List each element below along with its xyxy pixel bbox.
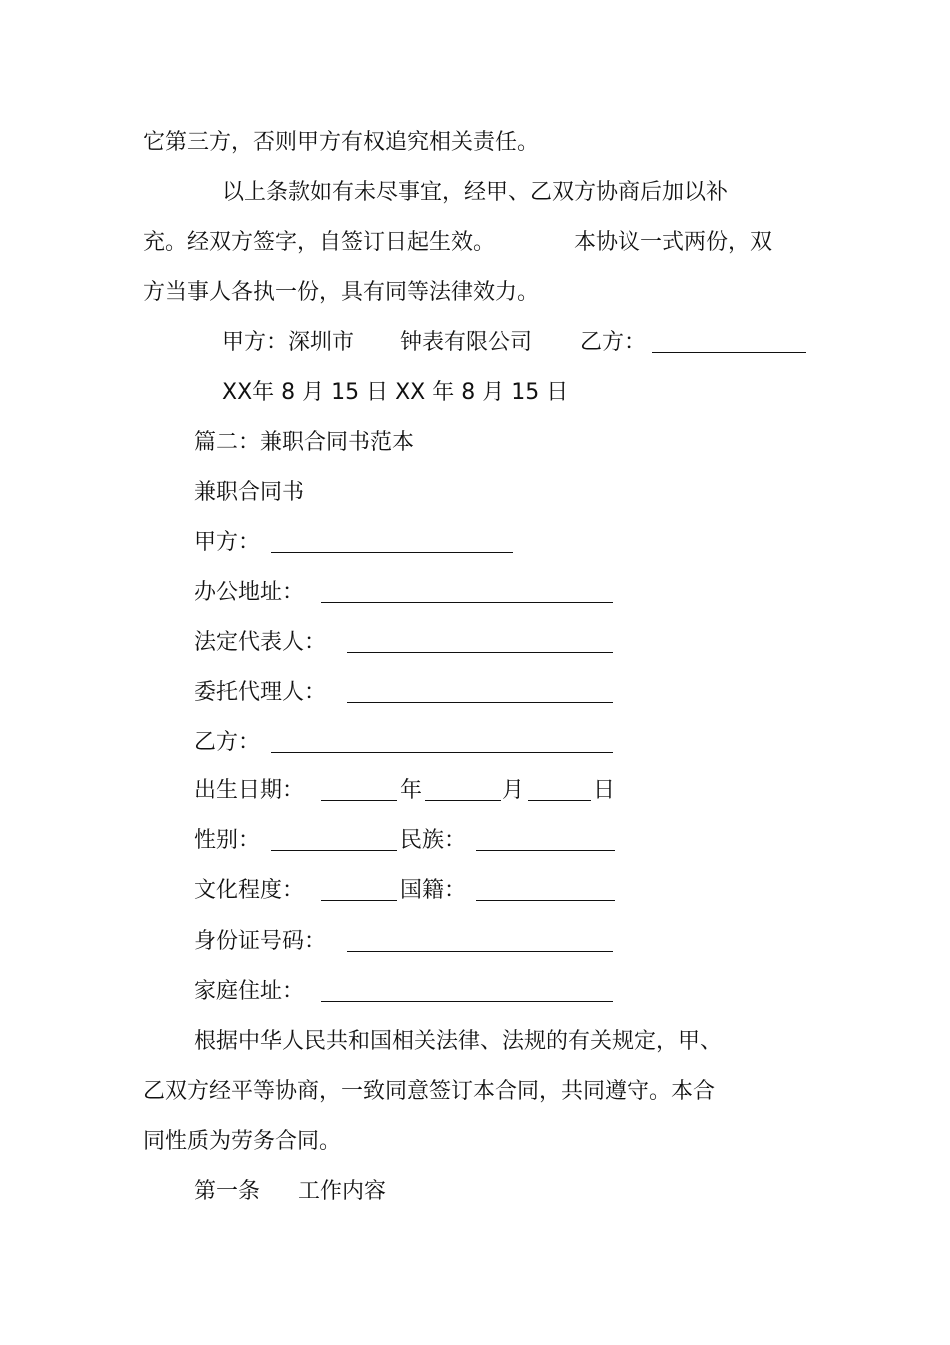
paragraph-line: 以上条款如有未尽事宜，经甲、乙双方协商后加以补 — [222, 180, 729, 205]
birth-day-blank — [528, 780, 591, 801]
day-label: 日 — [593, 778, 616, 803]
signature-company: 钟表有限公司 — [400, 330, 533, 355]
article-title: 工作内容 — [298, 1179, 387, 1204]
party-a-blank — [271, 532, 513, 553]
birth-month-blank — [425, 780, 501, 801]
education-label: 文化程度： — [194, 878, 305, 903]
party-b-label: 乙方： — [194, 730, 261, 755]
home-address-label: 家庭住址： — [194, 979, 305, 1004]
birth-date-label: 出生日期： — [194, 778, 305, 803]
id-number-label: 身份证号码： — [194, 929, 327, 954]
party-b-info-blank — [271, 732, 613, 753]
agent-label: 委托代理人： — [194, 680, 327, 705]
gender-label: 性别： — [194, 828, 261, 853]
agent-blank — [347, 682, 613, 703]
home-address-blank — [321, 981, 613, 1002]
ethnicity-blank — [476, 830, 615, 851]
party-a-label: 甲方： — [194, 530, 261, 555]
signature-party-a: 甲方：深圳市 — [222, 330, 355, 355]
gender-blank — [271, 830, 397, 851]
paragraph-line: 根据中华人民共和国相关法律、法规的有关规定，甲、 — [194, 1029, 723, 1054]
paragraph-line: 充。经双方签字，自签订日起生效。 — [143, 230, 496, 255]
paragraph-line: 方当事人各执一份，具有同等法律效力。 — [143, 280, 540, 305]
paragraph-line: 同性质为劳务合同。 — [143, 1129, 342, 1154]
office-address-label: 办公地址： — [194, 580, 305, 605]
article-number: 第一条 — [194, 1179, 261, 1204]
nationality-blank — [476, 880, 615, 901]
paragraph-line: 本协议一式两份，双 — [574, 230, 773, 255]
party-b-blank — [652, 332, 806, 353]
paragraph-line: 乙双方经平等协商，一致同意签订本合同，共同遵守。本合 — [143, 1079, 716, 1104]
document-title: 兼职合同书 — [194, 480, 305, 505]
month-label: 月 — [502, 778, 525, 803]
paragraph-line: 它第三方，否则甲方有权追究相关责任。 — [143, 130, 540, 155]
nationality-label: 国籍： — [400, 878, 467, 903]
office-address-blank — [321, 582, 613, 603]
signature-party-b: 乙方： — [580, 330, 647, 355]
section-heading: 篇二：兼职合同书范本 — [194, 430, 415, 455]
legal-rep-label: 法定代表人： — [194, 630, 327, 655]
id-number-blank — [347, 931, 613, 952]
legal-rep-blank — [347, 632, 613, 653]
birth-year-blank — [321, 780, 397, 801]
education-blank — [321, 880, 397, 901]
year-label: 年 — [400, 778, 423, 803]
ethnicity-label: 民族： — [400, 828, 467, 853]
signature-dates: XX年 8 月 15 日 XX 年 8 月 15 日 — [222, 380, 569, 405]
